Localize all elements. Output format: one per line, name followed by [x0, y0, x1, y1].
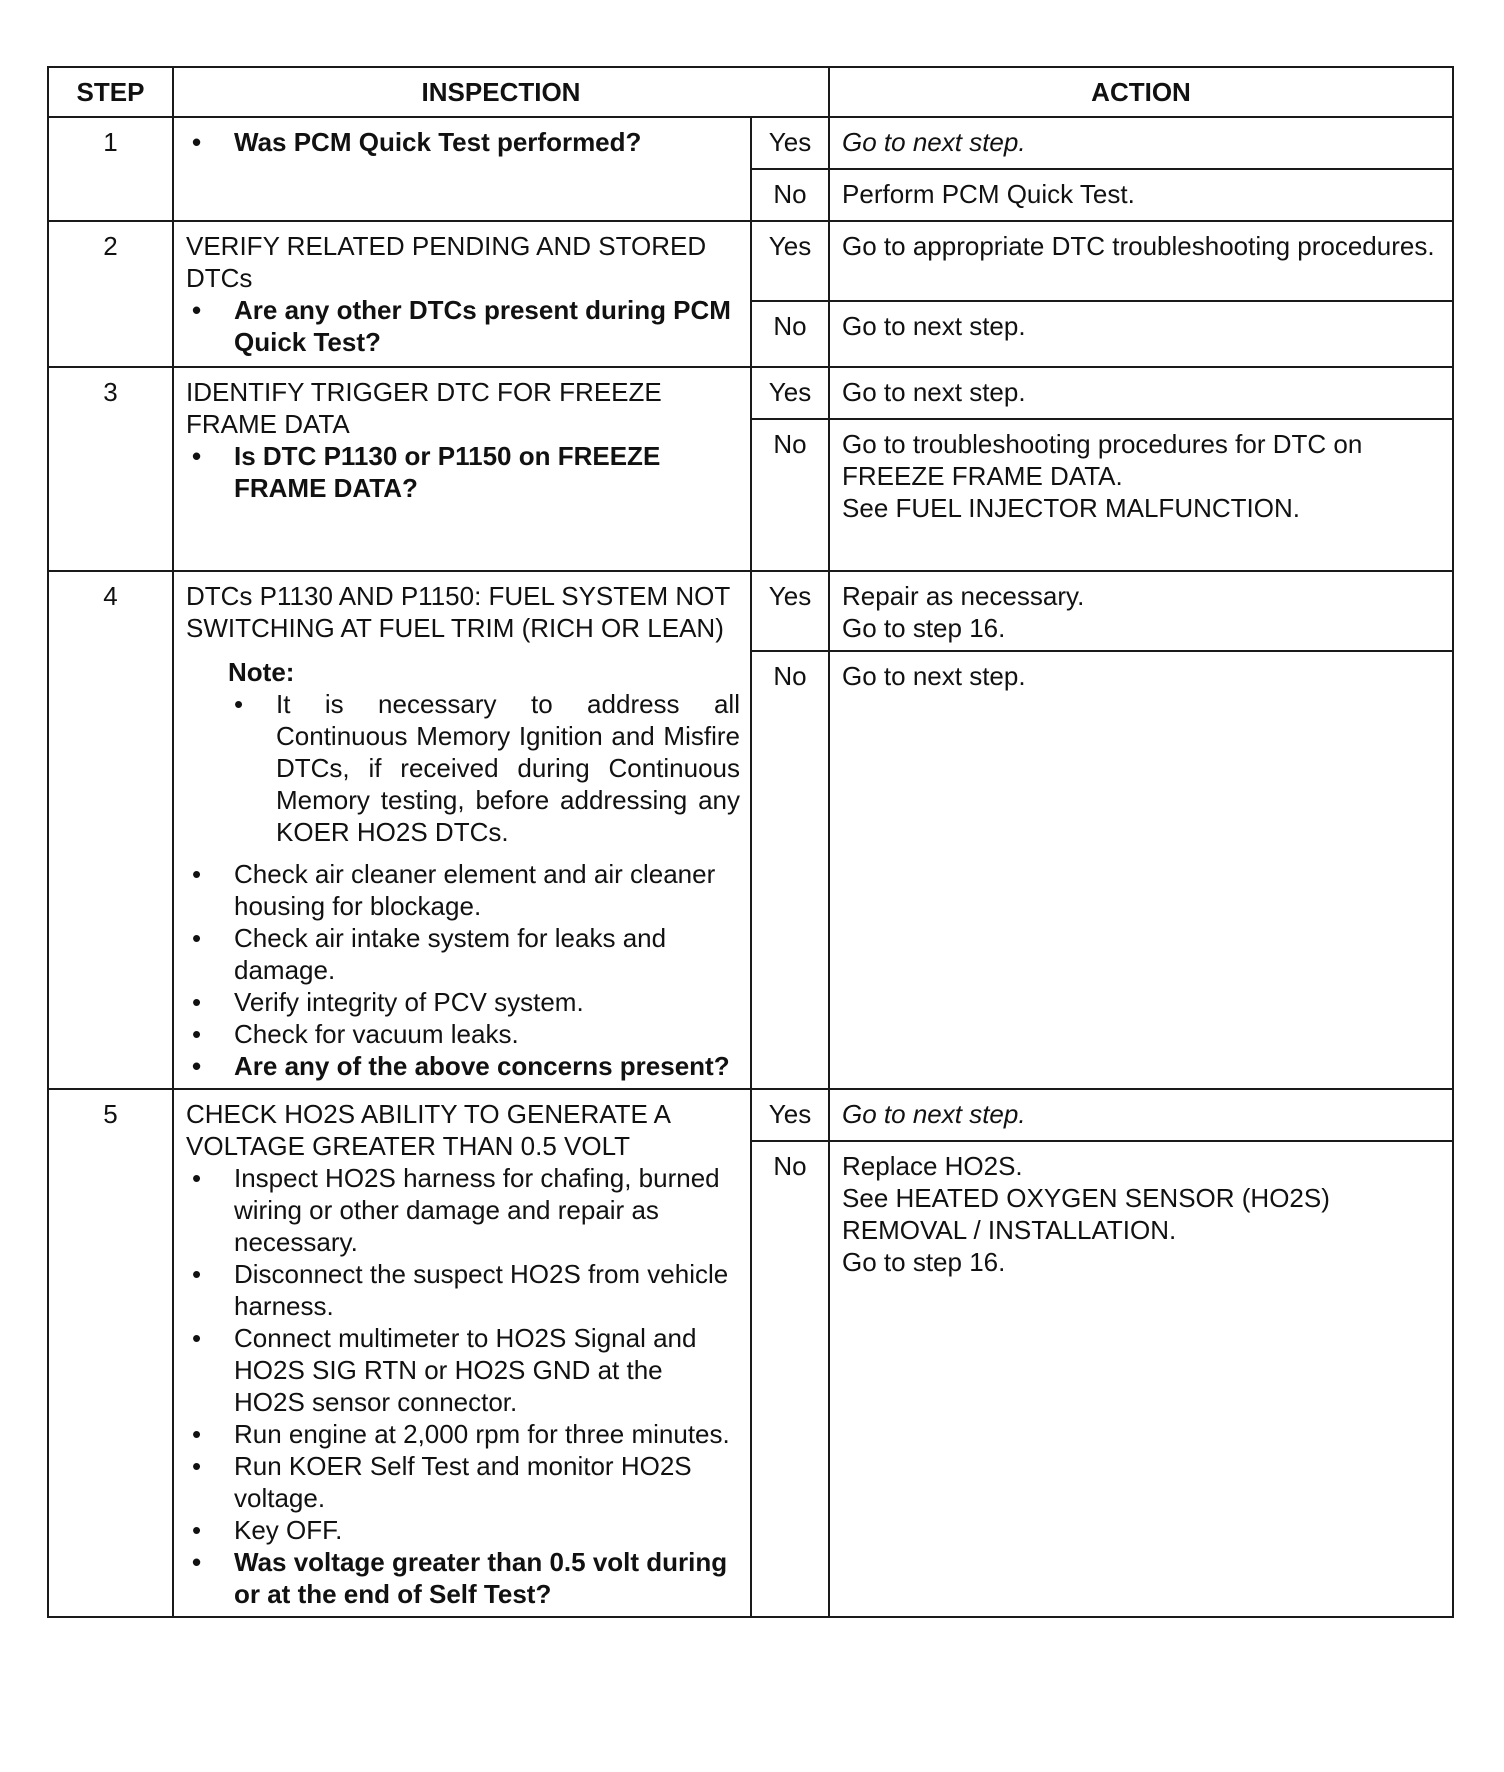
step-2-no-label: No — [751, 301, 829, 367]
step-5-bullet-5: • Run KOER Self Test and monitor HO2S voltage. — [186, 1450, 740, 1514]
step-3-yes-label: Yes — [751, 367, 829, 419]
header-inspection: INSPECTION — [173, 67, 829, 117]
step-3-number: 3 — [48, 367, 173, 571]
step-1-no-label: No — [751, 169, 829, 221]
step-4-yes-action — [829, 571, 1453, 651]
step-1-inspection — [173, 117, 751, 221]
header-action: ACTION — [829, 67, 1453, 117]
step-4-yes-action-line-2: Go to step 16. — [842, 613, 1006, 643]
step-2-yes-action — [829, 221, 1453, 301]
step-2-inspection — [173, 221, 751, 367]
step-2-yes-row — [48, 221, 1453, 301]
step-3-yes-action — [829, 367, 1453, 419]
step-3-heading: IDENTIFY TRIGGER DTC FOR FREEZE FRAME DATA — [186, 377, 662, 439]
diagnostic-table — [47, 66, 1454, 1618]
step-3-yes-row — [48, 367, 1453, 419]
step-3-bullet: • Is DTC P1130 or P1150 on FREEZE FRAME DATA? — [186, 440, 740, 504]
step-5-bullet-7: • Was voltage greater than 0.5 volt during or at the end of Self Test? — [186, 1546, 740, 1610]
step-4-yes-label: Yes — [751, 571, 829, 651]
step-4-note-title: Note: — [228, 657, 295, 687]
step-3-no-action-line-2: See FUEL INJECTOR MALFUNCTION. — [842, 493, 1300, 523]
step-2-heading: VERIFY RELATED PENDING AND STORED DTCs — [186, 231, 707, 293]
step-4-note — [186, 656, 740, 848]
step-1-no-action-line: Perform PCM Quick Test. — [842, 179, 1135, 209]
step-5-yes-action — [829, 1089, 1453, 1141]
step-2-yes-action-line: Go to appropriate DTC troubleshooting procedures. — [842, 231, 1435, 261]
step-5-no-action-line-2: See HEATED OXYGEN SENSOR (HO2S) REMOVAL / INSTALLATION. — [842, 1183, 1330, 1245]
step-5-yes-row — [48, 1089, 1453, 1141]
step-5-no-action-line-1: Replace HO2S. — [842, 1151, 1023, 1181]
step-3-no-action-line-1: Go to troubleshooting procedures for DTC on FREEZE FRAME DATA. — [842, 429, 1363, 491]
step-2-yes-label: Yes — [751, 221, 829, 301]
step-1-yes-row — [48, 117, 1453, 169]
step-1-no-action — [829, 169, 1453, 221]
step-5-yes-action-line: Go to next step. — [842, 1099, 1026, 1129]
step-2-bullet: • Are any other DTCs present during PCM Quick Test? — [186, 294, 740, 358]
step-3-inspection — [173, 367, 751, 571]
step-1-number: 1 — [48, 117, 173, 221]
step-5-bullet-4: • Run engine at 2,000 rpm for three minutes. — [186, 1418, 740, 1450]
step-4-inspection — [173, 571, 751, 1089]
step-4-bullet-3: • Verify integrity of PCV system. — [186, 986, 740, 1018]
step-5-no-label: No — [751, 1141, 829, 1617]
step-1-bullet: • Was PCM Quick Test performed? — [186, 126, 740, 158]
step-5-inspection — [173, 1089, 751, 1617]
header-step: STEP — [48, 67, 173, 117]
step-4-bullet-4: • Check for vacuum leaks. — [186, 1018, 740, 1050]
step-5-yes-label: Yes — [751, 1089, 829, 1141]
step-4-bullet-5: • Are any of the above concerns present? — [186, 1050, 740, 1082]
step-4-bullet-2: • Check air intake system for leaks and damage. — [186, 922, 740, 986]
step-1-yes-action-line: Go to next step. — [842, 127, 1026, 157]
step-2-number: 2 — [48, 221, 173, 367]
step-1-yes-label: Yes — [751, 117, 829, 169]
step-5-no-action — [829, 1141, 1453, 1617]
step-2-no-action — [829, 301, 1453, 367]
step-4-yes-action-line-1: Repair as necessary. — [842, 581, 1085, 611]
step-5-bullet-3: • Connect multimeter to HO2S Signal and HO2S SIG RTN or HO2S GND at the HO2S sensor connector. — [186, 1322, 740, 1418]
step-4-bullet-1: • Check air cleaner element and air cleaner housing for blockage. — [186, 858, 740, 922]
step-4-no-action — [829, 651, 1453, 1089]
header-row — [48, 67, 1453, 117]
step-3-yes-action-line: Go to next step. — [842, 377, 1026, 407]
step-5-bullet-2: • Disconnect the suspect HO2S from vehicle harness. — [186, 1258, 740, 1322]
step-4-note-bullet: • It is necessary to address all Continuous Memory Ignition and Misfire DTCs, if received during Continuous Memory testing, before addressing any KOER HO2S DTCs. — [228, 688, 740, 848]
step-4-no-label: No — [751, 651, 829, 1089]
step-4-no-action-line: Go to next step. — [842, 661, 1026, 691]
step-5-number: 5 — [48, 1089, 173, 1617]
step-3-no-label: No — [751, 419, 829, 571]
step-5-bullet-6: • Key OFF. — [186, 1514, 740, 1546]
step-4-heading: DTCs P1130 AND P1150: FUEL SYSTEM NOT SWITCHING AT FUEL TRIM (RICH OR LEAN) — [186, 581, 730, 643]
step-5-no-action-line-3: Go to step 16. — [842, 1247, 1006, 1277]
step-5-heading: CHECK HO2S ABILITY TO GENERATE A VOLTAGE GREATER THAN 0.5 VOLT — [186, 1099, 670, 1161]
step-5-bullet-1: • Inspect HO2S harness for chafing, burned wiring or other damage and repair as necessary. — [186, 1162, 740, 1258]
step-3-no-action — [829, 419, 1453, 571]
step-2-no-action-line: Go to next step. — [842, 311, 1026, 341]
step-4-number: 4 — [48, 571, 173, 1089]
step-4-yes-row — [48, 571, 1453, 651]
step-1-yes-action — [829, 117, 1453, 169]
